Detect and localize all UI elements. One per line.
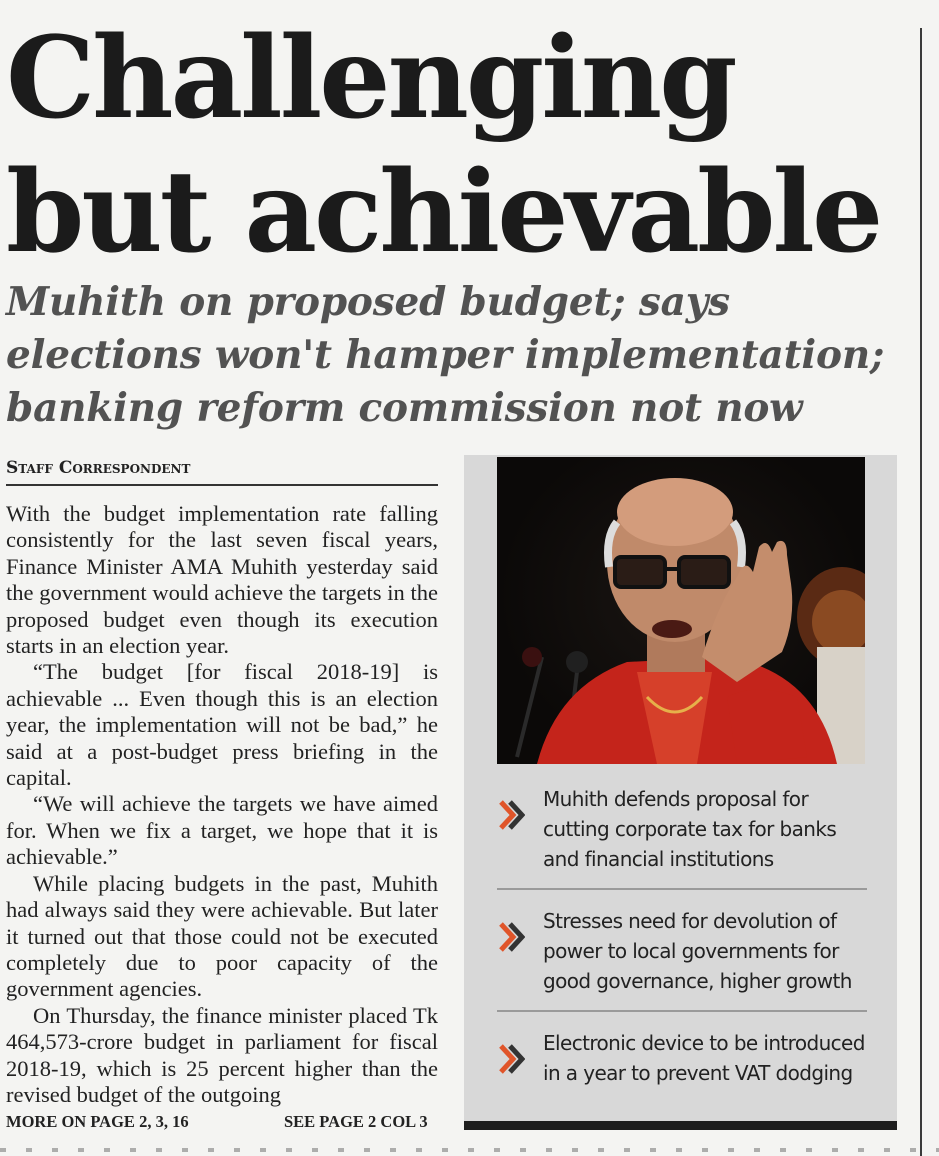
highlight-item	[497, 784, 867, 874]
chevron-right-icon	[497, 920, 525, 954]
highlight-text: Electronic device to be introduced in a year to prevent VAT dodging	[543, 1031, 865, 1085]
chevron-right-icon	[497, 798, 525, 832]
continued-see-link[interactable]: SEE PAGE 2 COL 3	[284, 1112, 428, 1131]
highlight-text: Stresses need for devolution of power to local governments for good governance, higher growth	[543, 909, 852, 993]
headline: Challenging but achievable	[6, 13, 881, 278]
page-edge-pattern	[0, 1148, 939, 1152]
paragraph: “We will achieve the targets we have aimed for. When we fix a target, we hope that it is achievable.”	[6, 791, 438, 870]
portrait-illustration	[497, 457, 865, 764]
byline: Staff Correspondent	[6, 458, 438, 486]
highlights-list	[497, 784, 867, 1088]
highlights-box-base-rule	[464, 1121, 897, 1130]
article-body	[6, 501, 438, 1108]
continued-more-link[interactable]: MORE ON PAGE 2, 3, 16	[6, 1112, 189, 1131]
divider	[497, 1010, 867, 1012]
paragraph: On Thursday, the finance minister placed Tk 464,573-crore budget in parliament for fiscal 2018-19, which is 25 percent higher than the revised budget of the outgoing	[6, 1002, 438, 1107]
photo-finance-minister	[497, 457, 865, 764]
paragraph: While placing budgets in the past, Muhith had always said they were achievable. But later it turned out that those could not be executed completely due to poor capacity of the government agencies.	[6, 870, 438, 1002]
chevron-right-icon	[497, 1042, 525, 1076]
highlight-item	[497, 906, 867, 996]
subheadline: Muhith on proposed budget; says elections won't hamper implementation; banking reform commission not now	[6, 279, 885, 431]
paragraph: “The budget [for fiscal 2018-19] is achievable ... Even though this is an election year, the implementation will not be bad,” he said at a post-budget press briefing in the capital.	[6, 659, 438, 791]
column-rule	[920, 28, 922, 1156]
highlight-item	[497, 1028, 867, 1088]
divider	[497, 888, 867, 890]
highlight-text: Muhith defends proposal for cutting corporate tax for banks and financial institutions	[543, 787, 837, 871]
paragraph: With the budget implementation rate falling consistently for the last seven fiscal years, Finance Minister AMA Muhith yesterday said the government would achieve the targets in the proposed budget even though its execution starts in an election year.	[6, 501, 438, 659]
